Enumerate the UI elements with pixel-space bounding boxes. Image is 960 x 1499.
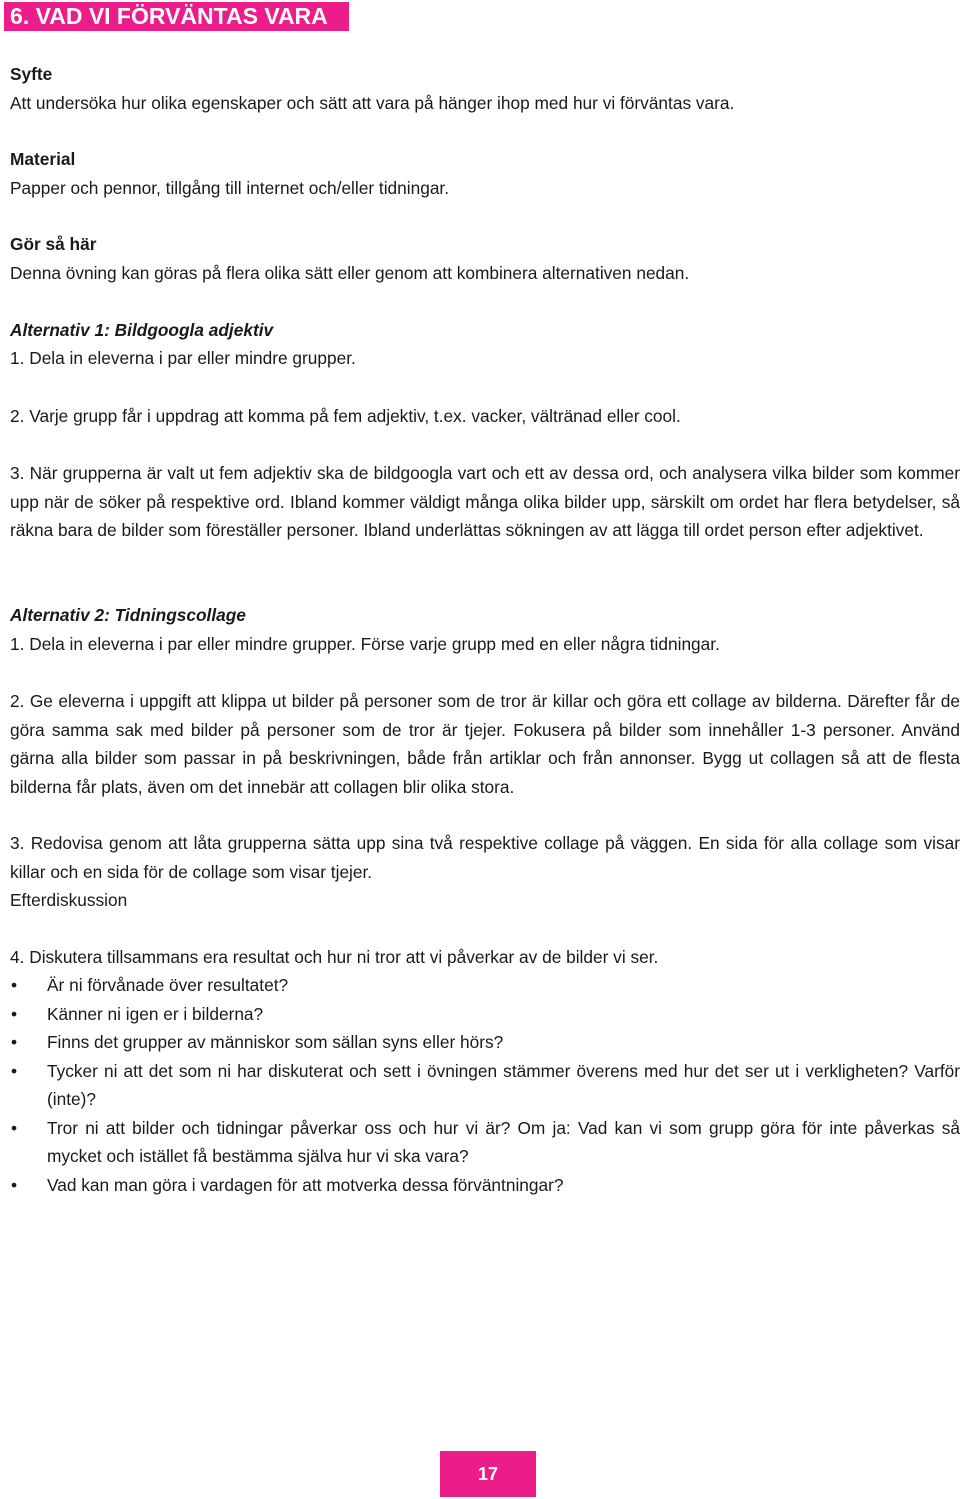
syfte-heading: Syfte [10, 64, 53, 84]
bullet-icon: • [11, 1032, 18, 1052]
material-text: Papper och pennor, tillgång till internet och/eller tidningar. [10, 178, 450, 198]
list-item: • Känner ni igen er i bilderna? [10, 1000, 960, 1029]
bullet-icon: • [11, 1060, 18, 1081]
list-item: • Tycker ni att det som ni har diskuterat och sett i övningen stämmer överens med hur det ser ut i verkligheten? Varför (inte)? [10, 1057, 960, 1114]
efterdiskussion-label: Efterdiskussion [10, 890, 128, 910]
discussion-questions [10, 971, 960, 1199]
alt2-step1: 1. Dela in eleverna i par eller mindre grupper. Förse varje grupp med en eller några tidningar. [10, 634, 720, 654]
list-item: • Finns det grupper av människor som sällan syns eller hörs? [10, 1028, 960, 1057]
bullet-icon: • [11, 1174, 18, 1195]
alt1-heading: Alternativ 1: Bildgoogla adjektiv [10, 320, 274, 340]
alt1-step1: 1. Dela in eleverna i par eller mindre grupper. [10, 348, 356, 368]
alt2-heading: Alternativ 2: Tidningscollage [10, 605, 246, 625]
syfte-text: Att undersöka hur olika egenskaper och sätt att vara på hänger ihop med hur vi förväntas vara. [10, 93, 735, 113]
section-title: 6. VAD VI FÖRVÄNTAS VARA [4, 2, 349, 31]
page-number: 17 [440, 1451, 536, 1497]
material-heading: Material [10, 149, 76, 169]
alt1-step2: 2. Varje grupp får i uppdrag att komma på fem adjektiv, t.ex. vacker, vältränad eller cool. [10, 406, 681, 426]
list-item: • Tror ni att bilder och tidningar påverkar oss och hur vi är? Om ja: Vad kan vi som grupp göra för inte påverkas så mycket och istället få bestämma själva hur vi ska vara? [10, 1114, 960, 1171]
bullet-icon: • [11, 1117, 18, 1138]
bullet-icon: • [11, 975, 18, 995]
alt2-step2: 2. Ge eleverna i uppgift att klippa ut bilder på personer som de tror är killar och göra ett collage av bilderna. Därefter får de göra samma sak med bilder på personer som de tror är tjejer. Fokusera på bilder som innehåller 1-3 personer. Använd gärna alla bilder som passar in på beskrivningen, både från artiklar och från annonser. Bygg ut collagen så att de flesta bilderna får plats, även om det innebär att collagen blir olika stora. [10, 691, 960, 797]
alt2-step3: 3. Redovisa genom att låta grupperna sätta upp sina två respektive collage på väggen. En sida för alla collage som visar killar och en sida för de collage som visar tjejer. [10, 833, 960, 882]
gor-sa-har-text: Denna övning kan göras på flera olika sätt eller genom att kombinera alternativen nedan. [10, 263, 690, 283]
bullet-icon: • [11, 1003, 18, 1024]
alt1-step3: 3. När grupperna är valt ut fem adjektiv ska de bildgoogla vart och ett av dessa ord, och analysera vilka bilder som kommer upp när de söker på respektive ord. Ibland kommer väldigt många olika bilder upp, särskilt om ordet har flera betydelser, så räkna bara de bilder som föreställer personer. Ibland underlättas sökningen av att lägga till ordet person efter adjektivet. [10, 463, 960, 540]
list-item: • Är ni förvånade över resultatet? [10, 971, 960, 1000]
gor-sa-har-heading: Gör så här [10, 234, 97, 254]
alt2-step4: 4. Diskutera tillsammans era resultat och hur ni tror att vi påverkar av de bilder vi ser. [10, 947, 659, 967]
list-item: • Vad kan man göra i vardagen för att motverka dessa förväntningar? [10, 1171, 960, 1200]
